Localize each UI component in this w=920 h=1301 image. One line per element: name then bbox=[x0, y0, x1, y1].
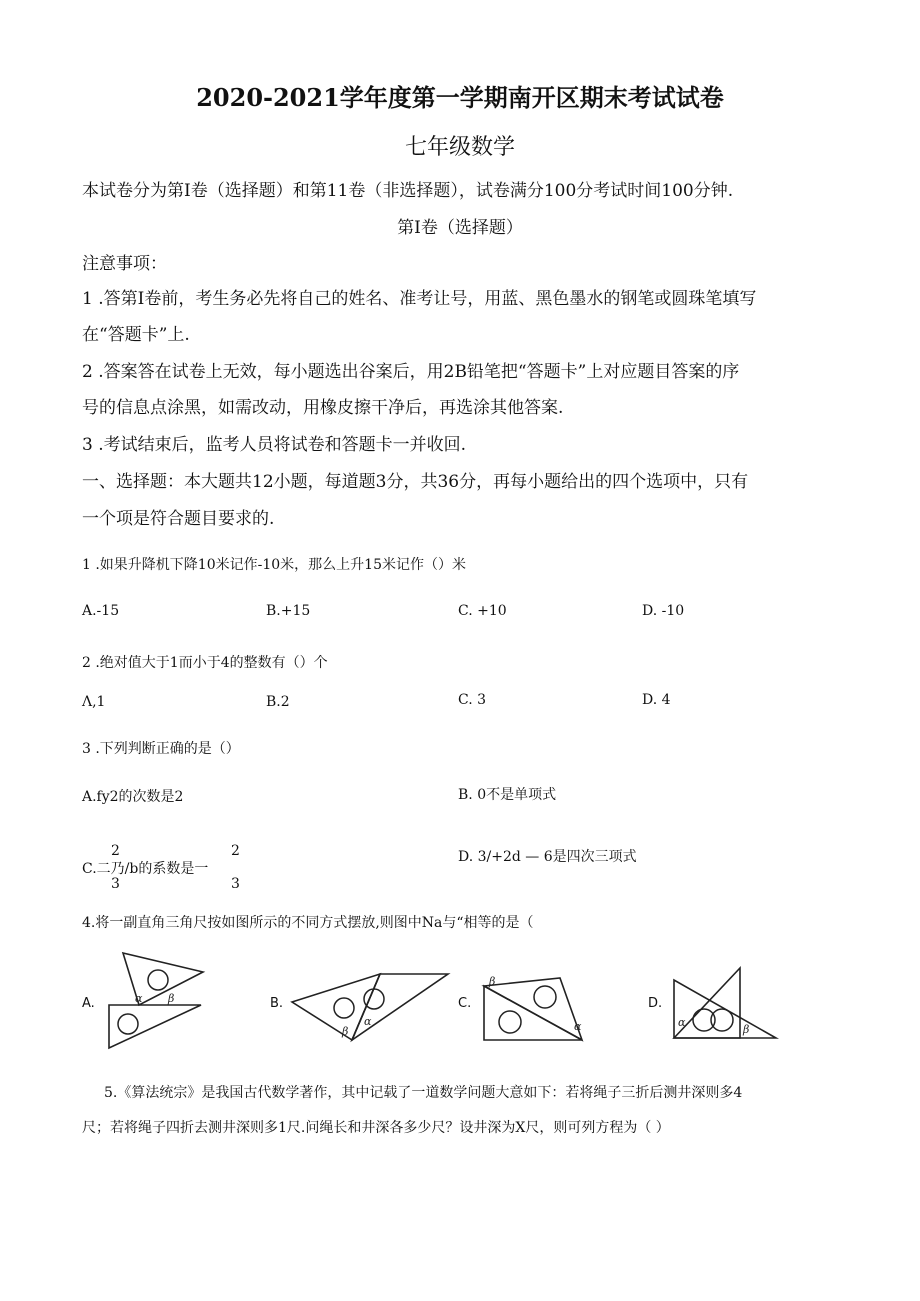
figure-d-beta-label: β bbox=[743, 1023, 750, 1036]
question-4-stem: 4.将一副直角三角尺按如图所示的不同方式摆放,则图中Na与“相等的是（ bbox=[82, 915, 534, 931]
question-3-option-c-numerator-1: 2 bbox=[111, 843, 120, 859]
question-5-line-2: 尺；若将绳子四折去测井深则多1尺.问绳长和井深各多少尺？设井深为X尺，则可列方程为（ ） bbox=[82, 1120, 670, 1136]
question-1-option-c: C. +10 bbox=[458, 603, 507, 619]
question-1-stem: 1 .如果升降机下降10米记作-10米，那么上升15米记作（）米 bbox=[82, 557, 466, 573]
figure-d-triangles bbox=[668, 960, 788, 1045]
figure-b-triangles bbox=[290, 962, 450, 1047]
figure-c-triangles bbox=[478, 966, 598, 1046]
question-3-option-d: D. 3/+2d — 6是四次三项式 bbox=[458, 849, 637, 865]
part1-instructions-line-1: 一、选择题：本大题共12小题，每道题3分，共36分，再每小题给出的四个选项中，只有 bbox=[82, 472, 749, 492]
exam-title: 2020-2021学年度第一学期南开区期末考试试卷 bbox=[196, 83, 724, 112]
figure-a-beta-label: β bbox=[168, 992, 175, 1005]
figure-c-beta-label: β bbox=[489, 975, 496, 988]
question-3-option-a: A.fy2的次数是2 bbox=[82, 789, 184, 805]
question-2-option-a: Λ,1 bbox=[82, 694, 106, 710]
figure-a-label: A. bbox=[82, 996, 95, 1011]
notes-heading: 注意事项： bbox=[82, 254, 167, 274]
figure-d-label: D. bbox=[648, 996, 663, 1011]
question-1-option-d: D. -10 bbox=[642, 603, 685, 619]
note-item-2-line-2: 号的信息点涂黑，如需改动，用橡皮擦干净后，再选涂其他答案. bbox=[82, 398, 564, 418]
question-3-option-c: C.二乃/b的系数是一 bbox=[82, 861, 209, 877]
figure-a-triangles bbox=[95, 948, 215, 1058]
figure-a-alpha-label: α bbox=[135, 992, 143, 1005]
question-3-option-c-denominator-2: 3 bbox=[231, 876, 240, 892]
figure-b-beta-label: β bbox=[342, 1025, 349, 1038]
section-title: 第I卷（选择题） bbox=[397, 218, 523, 238]
question-3-option-b: B. 0不是单项式 bbox=[458, 787, 557, 803]
question-2-stem: 2 .绝对值大于1而小于4的整数有（）个 bbox=[82, 655, 328, 671]
question-3-option-c-numerator-2: 2 bbox=[231, 843, 240, 859]
note-item-1-line-1: 1 .答第I卷前，考生务必先将自己的姓名、准考让号，用蓝、黑色墨水的钢笔或圆珠笔填写 bbox=[82, 289, 757, 309]
figure-c-alpha-label: α bbox=[574, 1020, 582, 1033]
question-5-line-1: 5.《算法统宗》是我国古代数学著作，其中记载了一道数学问题大意如下：若将绳子三折后测井深则多4 bbox=[104, 1085, 743, 1101]
exam-intro: 本试卷分为第I卷（选择题）和第11卷（非选择题），试卷满分100分考试时间100分钟. bbox=[82, 181, 734, 201]
question-2-option-c: C. 3 bbox=[458, 692, 487, 708]
note-item-1-line-2: 在“答题卡”上. bbox=[82, 325, 190, 345]
part1-instructions-line-2: 一个项是符合题目要求的. bbox=[82, 509, 275, 529]
note-item-3: 3 .考试结束后，监考人员将试卷和答题卡一并收回. bbox=[82, 435, 467, 455]
question-1-option-b: B.+15 bbox=[266, 603, 311, 619]
question-2-option-b: B.2 bbox=[266, 694, 290, 710]
question-1-option-a: A.-15 bbox=[82, 603, 120, 619]
exam-subtitle: 七年级数学 bbox=[404, 135, 515, 160]
question-2-option-d: D. 4 bbox=[642, 692, 671, 708]
question-3-stem: 3 .下列判断正确的是（） bbox=[82, 741, 240, 757]
figure-b-label: B. bbox=[270, 996, 284, 1011]
note-item-2-line-1: 2 .答案答在试卷上无效，每小题选出谷案后，用2B铅笔把“答题卡”上对应题目答案的序 bbox=[82, 362, 740, 382]
figure-b-alpha-label: α bbox=[364, 1015, 372, 1028]
figure-d-alpha-label: α bbox=[678, 1016, 686, 1029]
question-3-option-c-denominator-1: 3 bbox=[111, 876, 120, 892]
figure-c-label: C. bbox=[458, 996, 472, 1011]
